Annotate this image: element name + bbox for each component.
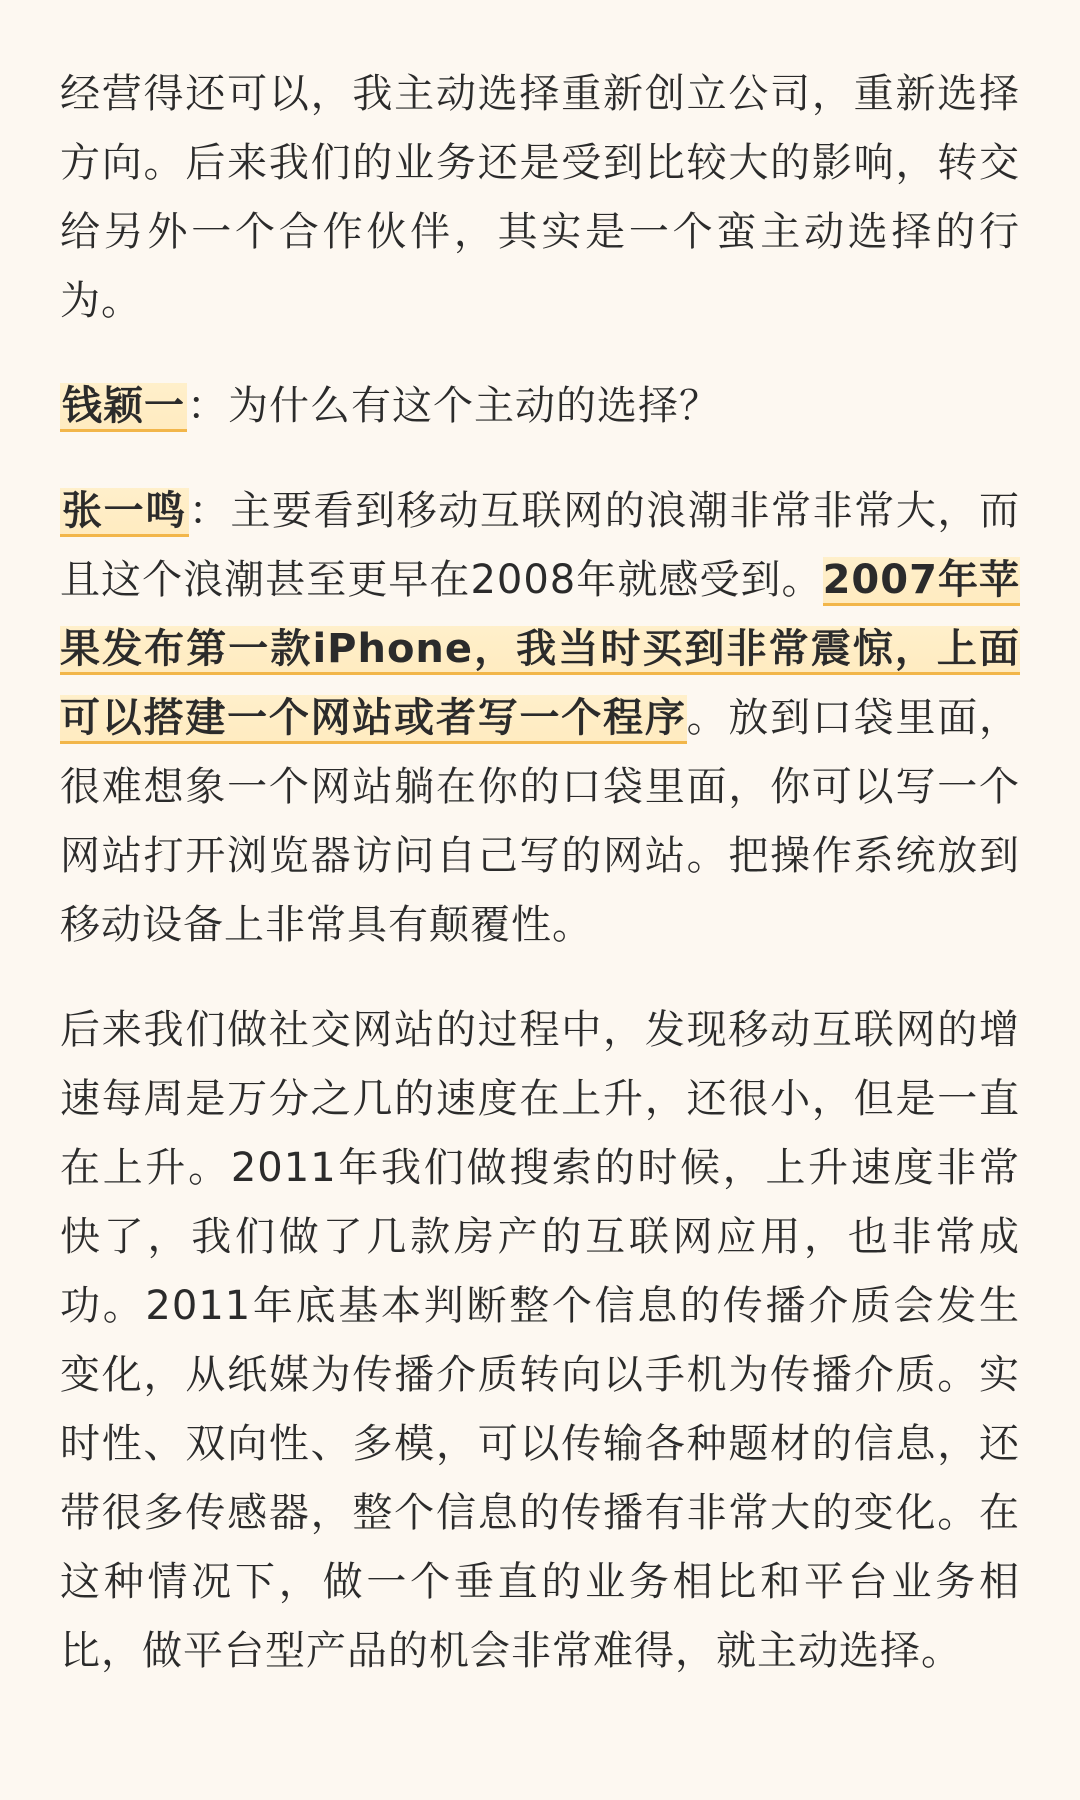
paragraph-intro: 经营得还可以，我主动选择重新创立公司，重新选择方向。后来我们的业务还是受到比较大的影响，转交给另外一个合作伙伴，其实是一个蛮主动选择的行为。: [60, 71, 1020, 324]
paragraph-question: [60, 372, 1020, 441]
paragraph-answer: [60, 477, 1020, 960]
answer-text-after: 。放到口袋里面，很难想象一个网站躺在你的口袋里面，你可以写一个网站打开浏览器访问自己写的网站。把操作系统放到移动设备上非常具有颠覆性。: [60, 695, 1021, 948]
speaker-colon: ：: [188, 488, 231, 534]
paragraph-mobile-internet: 后来我们做社交网站的过程中，发现移动互联网的增速每周是万分之几的速度在上升，还很小，但是一直在上升。2011年我们做搜索的时候，上升速度非常快了，我们做了几款房产的互联网应用，也非常成功。2011年底基本判断整个信息的传播介质会发生变化，从纸媒为传播介质转向以手机为传播介质。实时性、双向性、多模，可以传输各种题材的信息，还带很多传感器，整个信息的传播有非常大的变化。在这种情况下，做一个垂直的业务相比和平台业务相比，做平台型产品的机会非常难得，就主动选择。: [60, 1007, 1020, 1674]
answer-text-before: 主要看到移动互联网的浪潮非常非常大，而且这个浪潮甚至更早在2008年就感受到。: [60, 488, 1021, 603]
speaker-colon: ：: [187, 383, 228, 429]
speaker-name-zhang-yiming: 张一鸣: [60, 488, 189, 537]
question-text: 为什么有这个主动的选择？: [228, 383, 720, 429]
highlighted-quote: 2007年苹果发布第一款iPhone，我当时买到非常震惊，上面可以搭建一个网站或者写一个程序: [60, 557, 1020, 744]
speaker-name-qian-yingyi: 钱颖一: [60, 383, 187, 432]
